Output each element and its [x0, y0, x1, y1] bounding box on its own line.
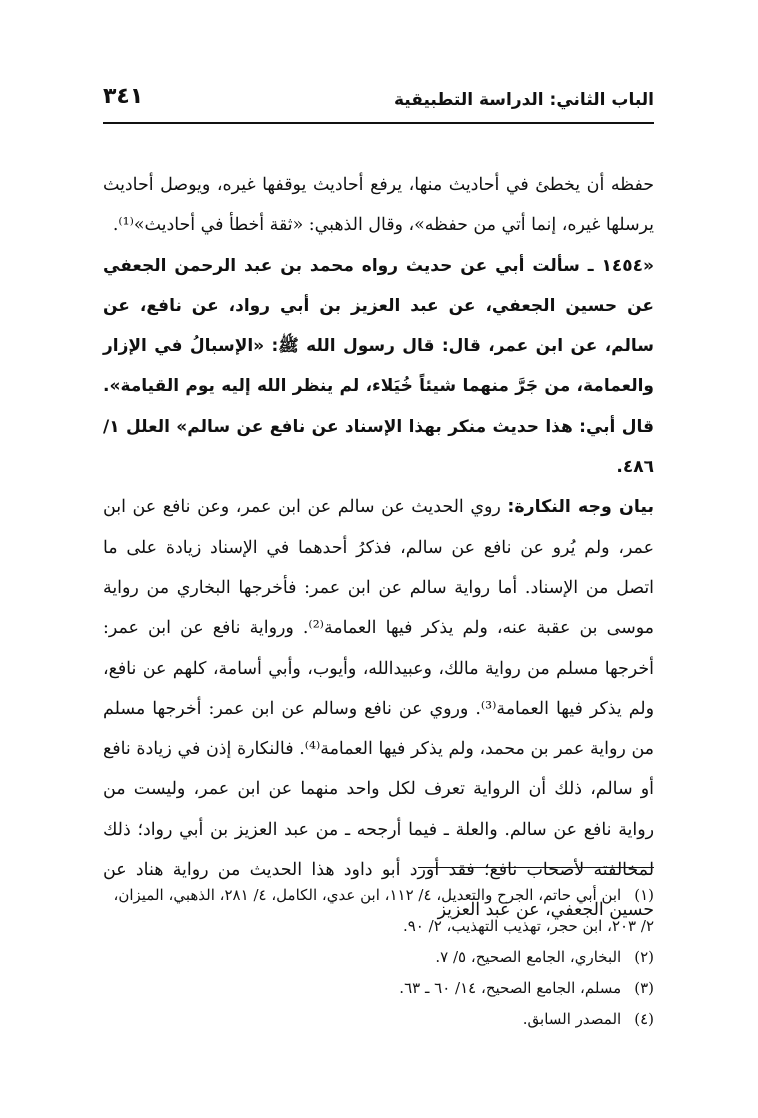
- footnote-text: البخاري، الجامع الصحيح، ٥/ ٧.: [435, 948, 622, 966]
- footnote-number: (٢): [634, 948, 654, 966]
- explanation-lead: بيان وجه النكارة:: [507, 497, 655, 518]
- explanation-text: روي الحديث عن سالم عن ابن عمر، وعن نافع عن ابن عمر، ولم يُرو عن نافع عن سالم، فذكرُ أحدهما في الإسناد زيادة على ما اتصل من الإسناد. أما رواية سالم عن ابن عمر: فأخرجها البخاري من رواية موسى بن عقبة عنه، ولم يذكر فيها العمامة⁽²⁾. ورواية نافع عن ابن عمر: أخرجها مسلم من رواية مالك، وعبيدالله، وأيوب، وأبي أسامة، كلهم عن نافع، ولم يذكر فيها العمامة⁽³⁾. وروي عن نافع وسالم عن ابن عمر: أخرجها مسلم من رواية عمر بن محمد، ولم يذكر فيها العمامة⁽⁴⁾. فالنكارة إذن في زيادة نافع أو سالم، ذلك أن الرواية تعرف لكل واحد منهما عن ابن عمر، وليست من رواية نافع عن سالم. والعلة ـ فيما أرجحه ـ من عبد العزيز بن أبي رواد؛ ذلك لمخالفته لأصحاب نافع؛ فقد أورد أبو داود هذا الحديث من رواية هناد عن حسين الجعفي، عن عبد العزيز: [103, 497, 655, 921]
- footnote-3: [103, 973, 654, 1004]
- footnote-divider: [418, 867, 654, 868]
- footnote-1: [103, 880, 654, 942]
- footnote-4: [103, 1004, 654, 1035]
- footnote-2: [103, 942, 654, 973]
- footnote-text: المصدر السابق.: [522, 1010, 622, 1028]
- paragraph-2-quoted-question: «١٤٥٤ ـ سألت أبي عن حديث رواه محمد بن عبد الرحمن الجعفي عن حسين الجعفي، عن عبد العزيز بن أبي رواد، عن نافع، عن سالم، عن ابن عمر، قال: قال رسول الله ﷺ: «الإسبالُ في الإزار والعمامة، من جَرَّ منهما شيئاً خُيَلاء، لم ينظر الله إليه يوم القيامة». قال أبي: هذا حديث منكر بهذا الإسناد عن نافع عن سالم» العلل ١/ ٤٨٦.: [103, 255, 654, 478]
- header-divider: [103, 122, 654, 124]
- footnote-number: (٣): [634, 979, 654, 997]
- main-text: [103, 165, 654, 931]
- paragraph-3-explanation: [103, 487, 654, 930]
- footnote-number: (١): [634, 886, 654, 904]
- paragraph-1: حفظه أن يخطئ في أحاديث منها، يرفع أحاديث يوقفها غيره، ويوصل أحاديث يرسلها غيره، إنما أتي من حفظه»، وقال الذهبي: «ثقة أخطأ في أحاديث»⁽¹⁾.: [103, 175, 654, 236]
- page-number: ٣٤١: [103, 84, 144, 109]
- footnotes: [103, 880, 654, 1035]
- page-header: [103, 84, 654, 120]
- footnote-text: ابن أبي حاتم، الجرح والتعديل، ٤/ ١١٢، ابن عدي، الكامل، ٤/ ٢٨١، الذهبي، الميزان، ٢/ ٢٠٣، ابن حجر، تهذيب التهذيب، ٢/ ٩٠.: [113, 886, 654, 935]
- chapter-title: الباب الثاني: الدراسة التطبيقية: [393, 90, 654, 110]
- footnote-text: مسلم، الجامع الصحيح، ١٤/ ٦٠ ـ ٦٣.: [399, 979, 622, 997]
- footnote-number: (٤): [634, 1010, 654, 1028]
